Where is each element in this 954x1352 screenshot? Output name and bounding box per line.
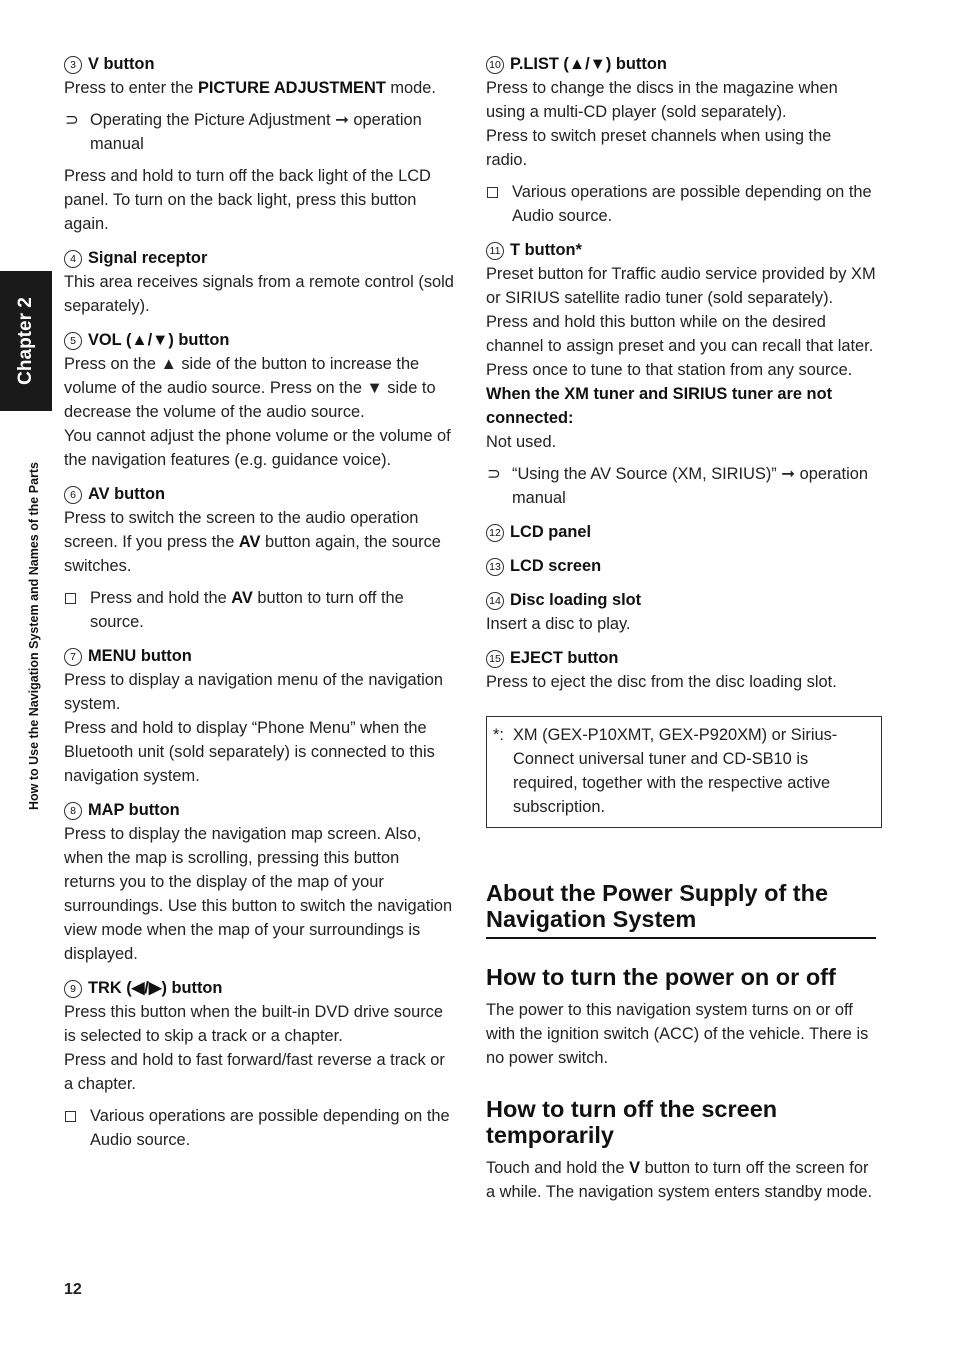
text-run: Press to enter the bbox=[64, 79, 198, 97]
item-title: LCD screen bbox=[510, 557, 602, 575]
bold-text: AV bbox=[238, 533, 261, 551]
item-note bbox=[64, 586, 454, 634]
item-number: 8 bbox=[64, 802, 82, 820]
item-heading bbox=[486, 52, 876, 76]
item-11 bbox=[486, 238, 876, 510]
section-title-vertical: How to Use the Navigation System and Names of the Parts bbox=[27, 462, 41, 810]
item-note bbox=[64, 1104, 454, 1152]
item-10 bbox=[486, 52, 876, 228]
item-heading bbox=[486, 238, 876, 262]
item-number: 9 bbox=[64, 980, 82, 998]
text-run: Insert a disc to play. bbox=[486, 615, 631, 633]
power-section bbox=[486, 964, 876, 1070]
item-description: Press to switch preset channels when using the radio. bbox=[486, 127, 832, 169]
item-heading bbox=[64, 798, 454, 822]
arrow-note-icon: ⊃ bbox=[65, 111, 79, 129]
bold-text: AV bbox=[231, 589, 253, 607]
text-run: button to turn off the source. bbox=[90, 589, 404, 631]
item-heading bbox=[64, 328, 454, 352]
item-number: 4 bbox=[64, 250, 82, 268]
item-title: TRK (◀/▶) button bbox=[88, 979, 223, 997]
item-heading bbox=[486, 554, 876, 578]
square-note-icon bbox=[487, 187, 498, 198]
item-number: 15 bbox=[486, 650, 504, 668]
item-description bbox=[64, 668, 454, 716]
text-run: button to turn off the screen for a while. The navigation system enters standby mode. bbox=[486, 1159, 872, 1201]
item-title: P.LIST (▲/▼) button bbox=[510, 55, 667, 73]
item-description: You cannot adjust the phone volume or the volume of the navigation features (e.g. guidance voice). bbox=[64, 427, 451, 469]
item-5 bbox=[64, 328, 454, 472]
item-9 bbox=[64, 976, 454, 1152]
item-description: Not used. bbox=[486, 433, 557, 451]
text-run: Various operations are possible depending on the Audio source. bbox=[90, 1107, 450, 1149]
text-run: This area receives signals from a remote control (sold separately). bbox=[64, 273, 454, 315]
item-description: Press and hold to display “Phone Menu” when the Bluetooth unit (sold separately) is connected to this navigation system. bbox=[64, 719, 435, 785]
item-title: V button bbox=[88, 55, 155, 73]
item-description bbox=[64, 1000, 454, 1048]
item-number: 3 bbox=[64, 56, 82, 74]
text-run: Press this button when the built-in DVD drive source is selected to skip a track or a chapter. bbox=[64, 1003, 443, 1045]
power-heading: How to turn the power on or off bbox=[486, 964, 836, 990]
item-number: 13 bbox=[486, 558, 504, 576]
footnote-box bbox=[486, 716, 882, 828]
item-description bbox=[64, 822, 454, 966]
text-run: Various operations are possible depending on the Audio source. bbox=[512, 183, 872, 225]
item-6 bbox=[64, 482, 454, 634]
left-column bbox=[64, 52, 454, 1162]
square-note-icon bbox=[65, 593, 76, 604]
item-description bbox=[64, 506, 454, 578]
square-note-icon bbox=[65, 1111, 76, 1122]
footnote-text: XM (GEX-P10XMT, GEX-P920XM) or Sirius-Connect universal tuner and CD-SB10 is required, together with the respective active subscription. bbox=[513, 726, 838, 816]
item-description bbox=[64, 270, 454, 318]
item-heading bbox=[486, 588, 876, 612]
item-number: 14 bbox=[486, 592, 504, 610]
item-title: LCD panel bbox=[510, 523, 592, 541]
text-run: Touch and hold the bbox=[486, 1159, 630, 1177]
about-heading: About the Power Supply of the Navigation System bbox=[486, 880, 829, 932]
item-3 bbox=[64, 52, 454, 236]
item-note bbox=[64, 108, 454, 156]
text-run: Operating the Picture Adjustment ➞ operation manual bbox=[90, 111, 422, 153]
text-run: Press to display the navigation map screen. Also, when the map is scrolling, pressing this button returns you to the display of the map of your surroundings. Use this button to switch the navigation view mode when the map of your surroundings is displayed. bbox=[64, 825, 453, 963]
text-run: Press to change the discs in the magazine when using a multi-CD player (sold separately). bbox=[486, 79, 838, 121]
item-note bbox=[486, 180, 876, 228]
item-number: 5 bbox=[64, 332, 82, 350]
item-heading bbox=[64, 644, 454, 668]
about-section bbox=[486, 880, 876, 939]
screen-text bbox=[486, 1156, 876, 1204]
item-14 bbox=[486, 588, 876, 636]
item-number: 6 bbox=[64, 486, 82, 504]
item-7 bbox=[64, 644, 454, 788]
item-8 bbox=[64, 798, 454, 966]
item-description: Press and hold to fast forward/fast reverse a track or a chapter. bbox=[64, 1051, 445, 1093]
text-run: Press to switch the screen to the audio operation screen. If you press the bbox=[64, 509, 419, 551]
text-run: Press on the ▲ side of the button to increase the volume of the audio source. Press on the ▼ side to decrease the volume of the audio source. bbox=[64, 355, 436, 421]
right-column bbox=[486, 52, 876, 828]
item-title: MENU button bbox=[88, 647, 192, 665]
screen-heading: How to turn off the screen temporarily bbox=[486, 1096, 778, 1148]
item-title: Signal receptor bbox=[88, 249, 208, 267]
item-12 bbox=[486, 520, 876, 544]
item-4 bbox=[64, 246, 454, 318]
text-run: Press to display a navigation menu of the navigation system. bbox=[64, 671, 444, 713]
text-run: Press and hold the bbox=[90, 589, 232, 607]
text-run: “Using the AV Source (XM, SIRIUS)” ➞ operation manual bbox=[512, 465, 868, 507]
item-heading bbox=[64, 482, 454, 506]
item-number: 12 bbox=[486, 524, 504, 542]
item-number: 10 bbox=[486, 56, 504, 74]
item-description bbox=[486, 612, 876, 636]
item-13 bbox=[486, 554, 876, 578]
item-heading bbox=[486, 646, 876, 670]
chapter-label: Chapter 2 bbox=[15, 297, 36, 385]
item-15 bbox=[486, 646, 876, 694]
item-condition: When the XM tuner and SIRIUS tuner are not connected: bbox=[486, 385, 833, 427]
footnote-mark: *: bbox=[493, 726, 504, 744]
item-number: 7 bbox=[64, 648, 82, 666]
power-text: The power to this navigation system turns on or off with the ignition switch (ACC) of the vehicle. There is no power switch. bbox=[486, 1001, 869, 1067]
item-title: Disc loading slot bbox=[510, 591, 642, 609]
item-title: EJECT button bbox=[510, 649, 619, 667]
item-heading bbox=[64, 246, 454, 270]
item-description bbox=[64, 352, 454, 424]
item-description bbox=[486, 76, 876, 124]
text-run: Preset button for Traffic audio service provided by XM or SIRIUS satellite radio tuner (sold separately). Press and hold this button while on the desired channel to assign preset and you can recall that later. Press once to tune to that station from any source. bbox=[486, 265, 876, 379]
item-note bbox=[486, 462, 876, 510]
item-heading bbox=[64, 52, 454, 76]
item-title: AV button bbox=[88, 485, 166, 503]
arrow-note-icon: ⊃ bbox=[487, 465, 501, 483]
text-run: button again, the source switches. bbox=[64, 533, 441, 575]
item-description: Press and hold to turn off the back light of the LCD panel. To turn on the back light, press this button again. bbox=[64, 167, 431, 233]
item-description bbox=[64, 76, 454, 100]
bold-text: PICTURE ADJUSTMENT bbox=[197, 79, 386, 97]
item-heading bbox=[486, 520, 876, 544]
screen-section bbox=[486, 1096, 876, 1204]
item-description bbox=[486, 262, 876, 382]
text-run: mode. bbox=[385, 79, 436, 97]
item-title: MAP button bbox=[88, 801, 180, 819]
item-description bbox=[486, 670, 876, 694]
item-heading bbox=[64, 976, 454, 1000]
page-number: 12 bbox=[64, 1281, 82, 1298]
item-title: T button* bbox=[510, 241, 582, 259]
text-run: Press to eject the disc from the disc loading slot. bbox=[486, 673, 837, 691]
bold-text: V bbox=[629, 1159, 641, 1177]
item-title: VOL (▲/▼) button bbox=[88, 331, 230, 349]
item-number: 11 bbox=[486, 242, 504, 260]
